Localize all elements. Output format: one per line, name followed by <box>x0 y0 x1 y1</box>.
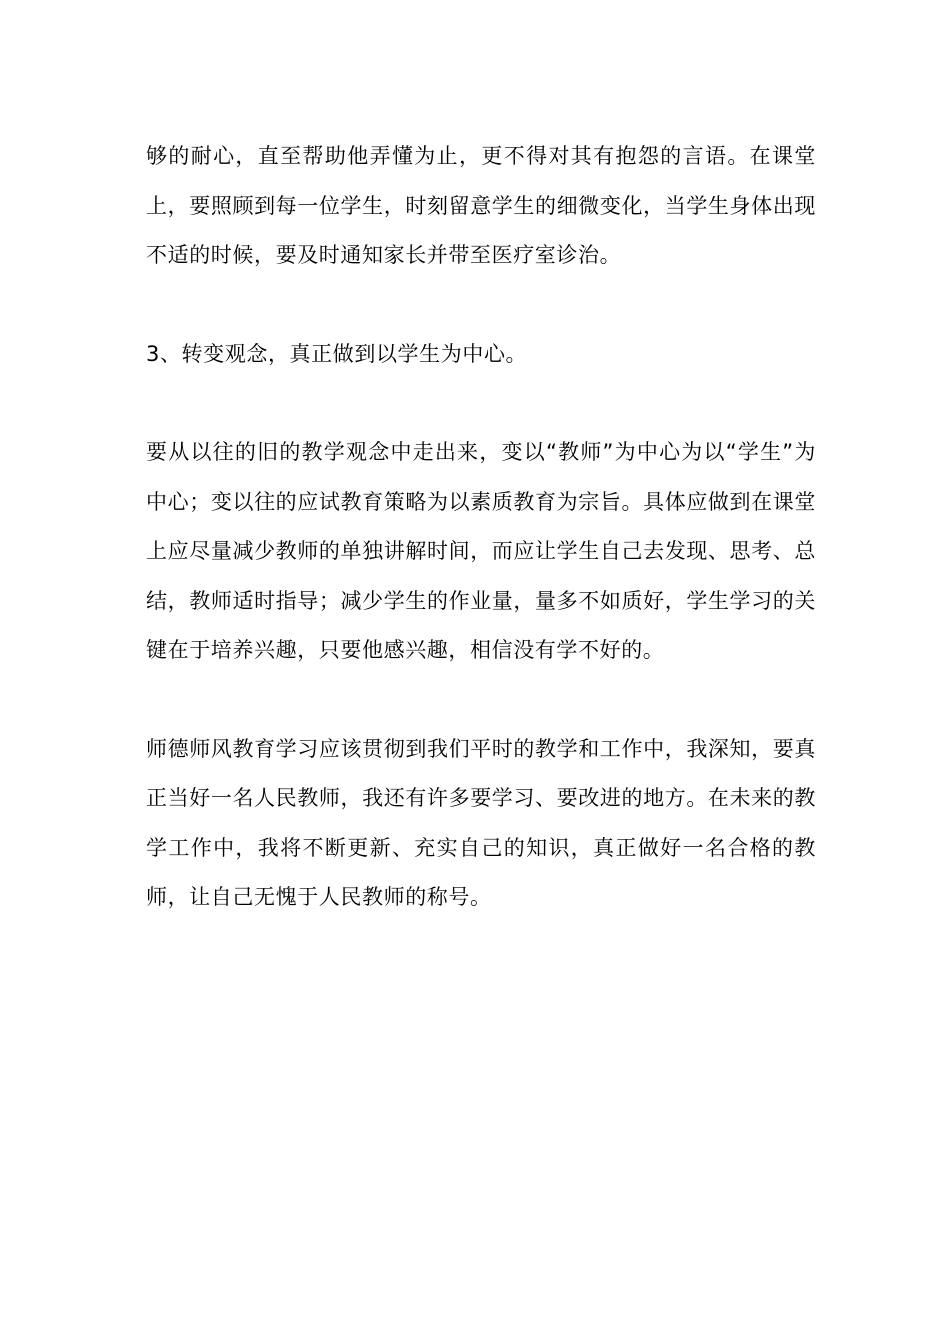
section-heading-3: 3、转变观念，真正做到以学生为中心。 <box>146 341 528 366</box>
document-body <box>146 132 816 923</box>
paragraph-1: 够的耐心，直至帮助他弄懂为止，更不得对其有抱怨的言语。在课堂上，要照顾到每一位学生，时刻留意学生的细微变化，当学生身体出现不适的时候，要及时通知家长并带至医疗室诊治。 <box>146 144 816 267</box>
paragraph-3: 师德师风教育学习应该贯彻到我们平时的教学和工作中，我深知，要真正当好一名人民教师，我还有许多要学习、要改进的地方。在未来的教学工作中，我将不断更新、充实自己的知识，真正做好一名合格的教师，让自己无愧于人民教师的称号。 <box>146 736 816 909</box>
paragraph-2: 要从以往的旧的教学观念中走出来，变以“教师”为中心为以“学生”为中心；变以往的应试教育策略为以素质教育为宗旨。具体应做到在课堂上应尽量减少教师的单独讲解时间，而应让学生自己去发现、思考、总结，教师适时指导；减少学生的作业量，量多不如质好，学生学习的关键在于培养兴趣，只要他感兴趣，相信没有学不好的。 <box>146 440 816 662</box>
